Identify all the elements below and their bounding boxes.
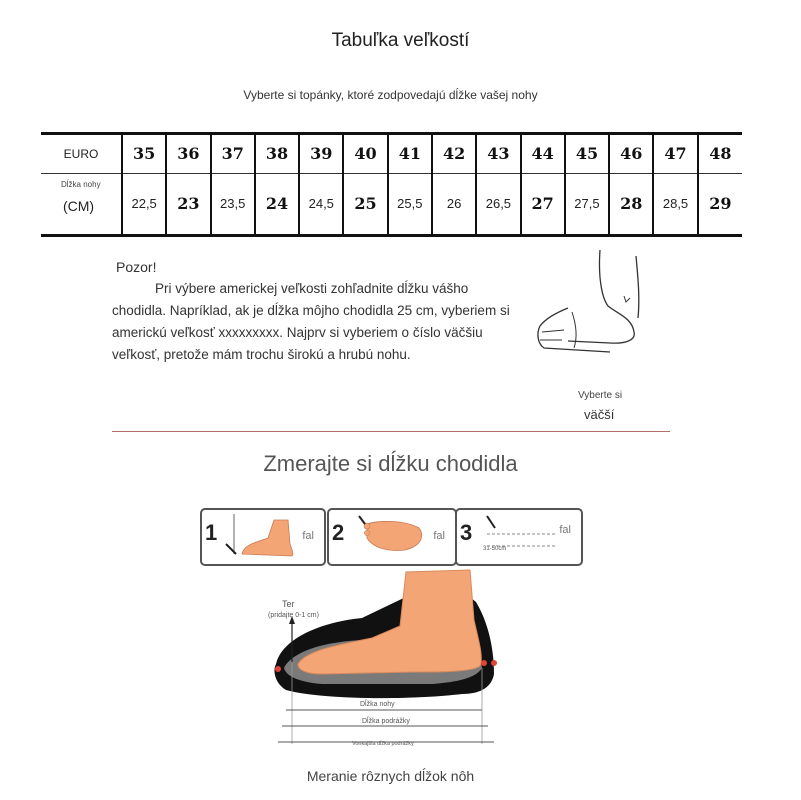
euro-size: 44 xyxy=(531,144,554,163)
cm-value: 26 xyxy=(446,196,462,211)
page-title: Tabuľka veľkostí xyxy=(331,30,470,51)
euro-label: EURO xyxy=(63,147,99,161)
subtitle: Vyberte si topánky, ktoré zodpovedajú dĺžke vašej nohy xyxy=(243,88,538,102)
table-row-cm xyxy=(41,174,742,236)
table-cell xyxy=(565,134,609,174)
step-number: 3 xyxy=(460,520,473,545)
warning-title: Pozor! xyxy=(116,259,157,275)
cm-value: 26,5 xyxy=(485,196,512,211)
table-cell xyxy=(698,134,742,174)
cm-value: 25 xyxy=(354,194,377,213)
table-cell xyxy=(388,174,432,236)
cm-value: 23 xyxy=(177,194,200,213)
foot-length-label: Dĺžka nohy xyxy=(61,180,101,189)
table-cell xyxy=(211,174,255,236)
section-divider xyxy=(112,431,670,432)
euro-size: 45 xyxy=(575,144,599,163)
measure-step-1 xyxy=(200,508,326,566)
cm-value: 28 xyxy=(620,194,643,213)
table-cell xyxy=(476,174,520,236)
table-cell xyxy=(565,174,609,236)
table-cell xyxy=(521,174,565,236)
table-cell xyxy=(698,174,742,236)
dim-outer-sole-length: Vonkajšia dĺžka podrážky xyxy=(352,741,414,747)
measure-step-2 xyxy=(327,508,457,566)
table-cell xyxy=(609,134,653,174)
diagram-caption: Meranie rôznych dĺžok nôh xyxy=(306,768,475,784)
cm-value: 27,5 xyxy=(574,196,600,211)
euro-size: 35 xyxy=(133,144,156,163)
table-cell xyxy=(255,174,299,236)
table-cell xyxy=(166,174,210,236)
cm-value: 25,5 xyxy=(397,196,423,211)
table-cell xyxy=(299,174,343,236)
cm-value: 23,5 xyxy=(220,196,246,211)
table-cell xyxy=(609,174,653,236)
euro-size: 41 xyxy=(398,144,421,163)
euro-size: 46 xyxy=(620,144,643,163)
euro-size: 37 xyxy=(221,144,244,163)
measure-ruler-icon xyxy=(477,512,561,560)
cm-value: 22,5 xyxy=(131,196,157,211)
cm-value: 24,5 xyxy=(308,196,334,211)
table-cell xyxy=(653,174,697,236)
size-table xyxy=(41,132,742,237)
table-cell xyxy=(122,134,166,174)
table-cell xyxy=(432,174,476,236)
table-cell xyxy=(432,134,476,174)
dim-sole-length: Dĺžka podrážky xyxy=(362,718,410,725)
table-cell xyxy=(343,134,387,174)
foot-in-shoe-drawing xyxy=(528,248,650,360)
measure-step-3 xyxy=(455,508,583,566)
warning-text: Pri výbere americkej veľkosti zohľadnite dĺžku vášho chodidla. Napríklad, ak je dĺžka môjho chodidla 25 cm, vyberiem si americkú veľkosť xxxxxxxxx. Najprv si vyberiem o číslo väčšiu veľkosť, pretože mám trochu širokú a hrubú nohu. xyxy=(112,281,510,362)
ter-note: (pridajte 0-1 cm) xyxy=(268,612,319,619)
cm-value: 24 xyxy=(265,194,289,213)
hint-small-text: Vyberte si xyxy=(578,390,623,401)
euro-size: 47 xyxy=(664,144,687,163)
table-cell xyxy=(388,134,432,174)
euro-size: 42 xyxy=(442,144,466,163)
table-cell xyxy=(343,174,387,236)
table-cell xyxy=(653,134,697,174)
euro-size: 36 xyxy=(177,144,200,163)
table-row-euro xyxy=(41,134,742,174)
measure-title: Zmerajte si dĺžku chodidla xyxy=(263,451,518,476)
table-cell xyxy=(255,134,299,174)
cm-value: 28,5 xyxy=(662,196,689,211)
cm-value: 29 xyxy=(709,194,732,213)
step-3-tag: 31-50cm xyxy=(483,546,507,552)
dim-foot-length: Dĺžka nohy xyxy=(360,701,395,708)
foot-measure-diagram xyxy=(262,568,502,754)
cm-value: 27 xyxy=(531,194,554,213)
table-cell xyxy=(166,134,210,174)
cm-label: (CM) xyxy=(63,198,95,214)
ter-label: Ter xyxy=(282,599,295,609)
cm-header-cell xyxy=(41,174,122,236)
euro-size: 43 xyxy=(487,144,510,163)
foot-side-icon xyxy=(222,514,302,558)
step-label: fal xyxy=(559,524,571,536)
euro-size: 40 xyxy=(354,144,377,163)
step-label: fal xyxy=(302,530,314,542)
euro-size: 38 xyxy=(265,144,289,163)
table-cell xyxy=(299,134,343,174)
table-cell xyxy=(476,134,520,174)
euro-header-cell xyxy=(41,134,122,174)
table-cell xyxy=(211,134,255,174)
euro-size: 48 xyxy=(709,144,732,163)
step-number: 1 xyxy=(205,520,218,545)
foot-top-icon xyxy=(349,514,429,558)
table-cell xyxy=(521,134,565,174)
euro-size: 39 xyxy=(310,144,333,163)
step-number: 2 xyxy=(332,520,345,545)
hint-text: väčší xyxy=(584,407,615,422)
table-cell xyxy=(122,174,166,236)
step-label: fal xyxy=(433,530,445,542)
